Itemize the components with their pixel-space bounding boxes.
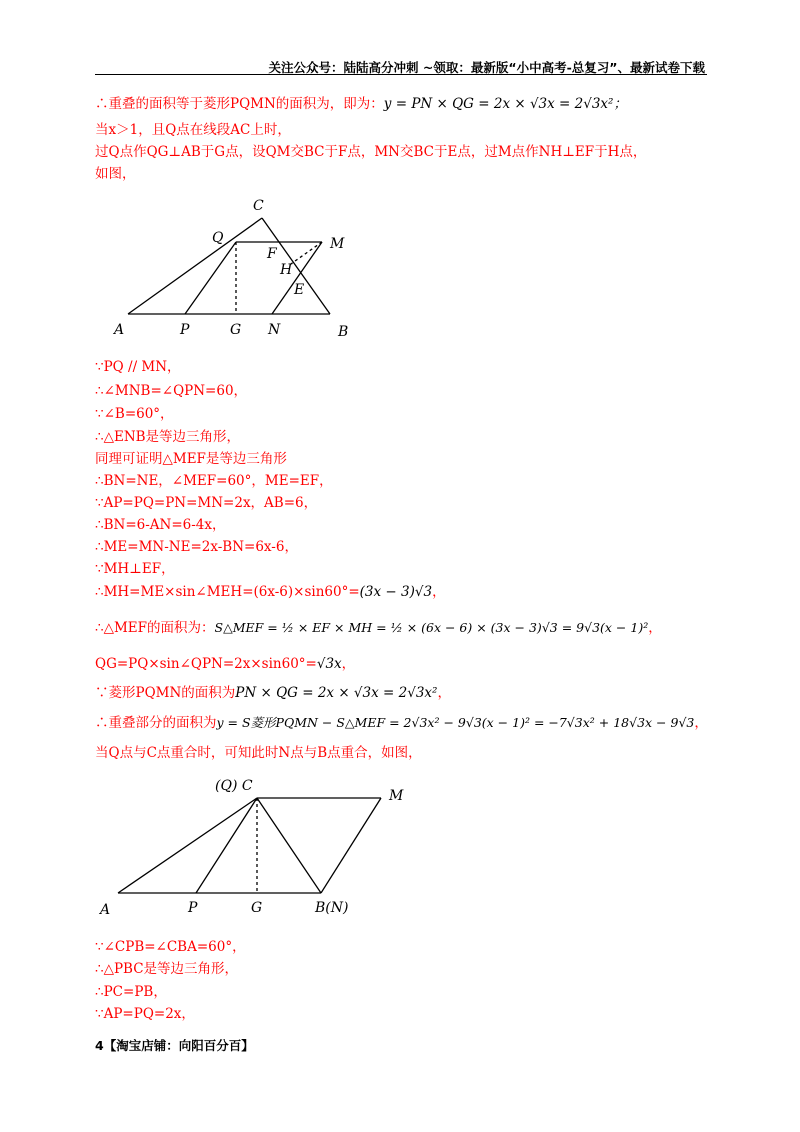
fig1-label-m: M <box>330 236 345 252</box>
fig2-label-p: P <box>188 900 198 916</box>
line-4: 如图， <box>95 166 136 182</box>
fig2-label-qc: (Q) C <box>215 778 253 794</box>
line-15-equation: (3x − 3)√3 <box>359 584 433 600</box>
fig1-label-p: P <box>180 322 190 338</box>
line-20: 当Q点与C点重合时，可知此时N点与B点重合，如图， <box>95 745 422 761</box>
fig1-segment-cb <box>262 218 330 314</box>
fig1-label-q: Q <box>212 230 224 246</box>
line-1-equation: y = PN × QG = 2x × √3x = 2√3x²； <box>383 96 627 112</box>
line-21: ∵∠CPB=∠CBA=60°， <box>95 939 246 955</box>
line-15-text: ∴MH=ME×sin∠MEH=(6x-6)×sin60°= <box>95 584 360 600</box>
line-6: ∴∠MNB=∠QPN=60， <box>95 383 248 399</box>
line-18-text: ∵菱形PQMN的面积为 <box>95 685 236 701</box>
line-19 <box>95 714 708 732</box>
figure-2 <box>95 768 425 918</box>
line-16-text: ∴△MEF的面积为： <box>95 620 215 636</box>
line-19-end: ， <box>694 715 708 731</box>
fig1-label-a: A <box>114 322 125 338</box>
line-19-text: ∴重叠部分的面积为 <box>95 715 217 731</box>
fig2-segment-pc <box>196 798 257 893</box>
line-23: ∴PC=PB， <box>95 984 167 1000</box>
line-18-equation: PN × QG = 2x × √3x = 2√3x² <box>235 685 438 701</box>
line-15-end: ， <box>432 584 446 600</box>
line-14: ∵MH⊥EF， <box>95 561 175 577</box>
header-rule <box>95 74 707 75</box>
fig2-label-m: M <box>389 788 404 804</box>
fig1-label-e: E <box>294 282 305 298</box>
fig1-label-b: B <box>338 324 349 340</box>
fig2-label-bn: B(N) <box>315 900 349 916</box>
line-17-end: ， <box>341 656 356 672</box>
fig1-label-g: G <box>230 322 242 338</box>
line-17 <box>95 655 355 673</box>
figure-1 <box>110 190 360 340</box>
line-7: ∵∠B=60°， <box>95 406 174 422</box>
fig2-label-g: G <box>251 900 263 916</box>
fig1-label-c: C <box>253 198 264 214</box>
fig2-segment-mb <box>321 798 381 893</box>
fig1-label-n: N <box>268 322 281 338</box>
line-3: 过Q点作QG⊥AB于G点，设QM交BC于F点，MN交BC于E点，过M点作NH⊥EF于H点， <box>95 144 647 160</box>
page-header <box>0 58 800 78</box>
line-24: ∵AP=PQ=2x， <box>95 1006 195 1022</box>
fig1-segment-mn <box>272 242 322 314</box>
line-16 <box>95 619 662 637</box>
line-13: ∴ME=MN-NE=2x-BN=6x-6， <box>95 539 298 555</box>
line-2: 当x＞1，且Q点在线段AC上时， <box>95 122 291 138</box>
line-18 <box>95 684 451 702</box>
fig1-label-f: F <box>267 246 277 262</box>
line-17-text: QG=PQ×sin∠QPN=2x×sin60°= <box>95 656 317 672</box>
line-11: ∵AP=PQ=PN=MN=2x，AB=6， <box>95 495 318 511</box>
line-1 <box>95 95 627 113</box>
fig1-segment-pq <box>185 242 236 314</box>
line-15 <box>95 583 446 601</box>
line-17-equation: √3x <box>316 656 342 672</box>
fig1-label-h: H <box>280 262 293 278</box>
line-18-end: ， <box>437 685 451 701</box>
line-19-equation: y = S菱形PQMN − S△MEF = 2√3x² − 9√3(x − 1)² = −7√3x² + 18√3x − 9√3 <box>216 715 695 730</box>
fig2-label-a: A <box>100 902 111 918</box>
line-16-end: ， <box>648 620 662 636</box>
header-text: 关注公众号：陆陆高分冲刺 ~领取：最新版“小中高考-总复习”、最新试卷下载 <box>268 60 705 75</box>
line-5: ∵PQ // MN， <box>95 359 181 375</box>
line-1-text: ∴重叠的面积等于菱形PQMN的面积为，即为： <box>95 96 384 112</box>
page-footer: 4【淘宝店铺：向阳百分百】 <box>95 1038 254 1053</box>
fig2-segment-cb <box>257 798 321 893</box>
fig2-segment-ac <box>118 798 257 893</box>
line-16-equation: S△MEF = ½ × EF × MH = ½ × (6x − 6) × (3x − 3)√3 = 9√3(x − 1)² <box>214 620 649 635</box>
line-9: 同理可证明△MEF是等边三角形 <box>95 451 287 467</box>
line-10: ∴BN=NE，∠MEF=60°，ME=EF， <box>95 473 333 489</box>
line-8: ∴△ENB是等边三角形， <box>95 429 241 445</box>
line-12: ∴BN=6-AN=6-4x， <box>95 517 226 533</box>
line-22: ∴△PBC是等边三角形， <box>95 961 239 977</box>
